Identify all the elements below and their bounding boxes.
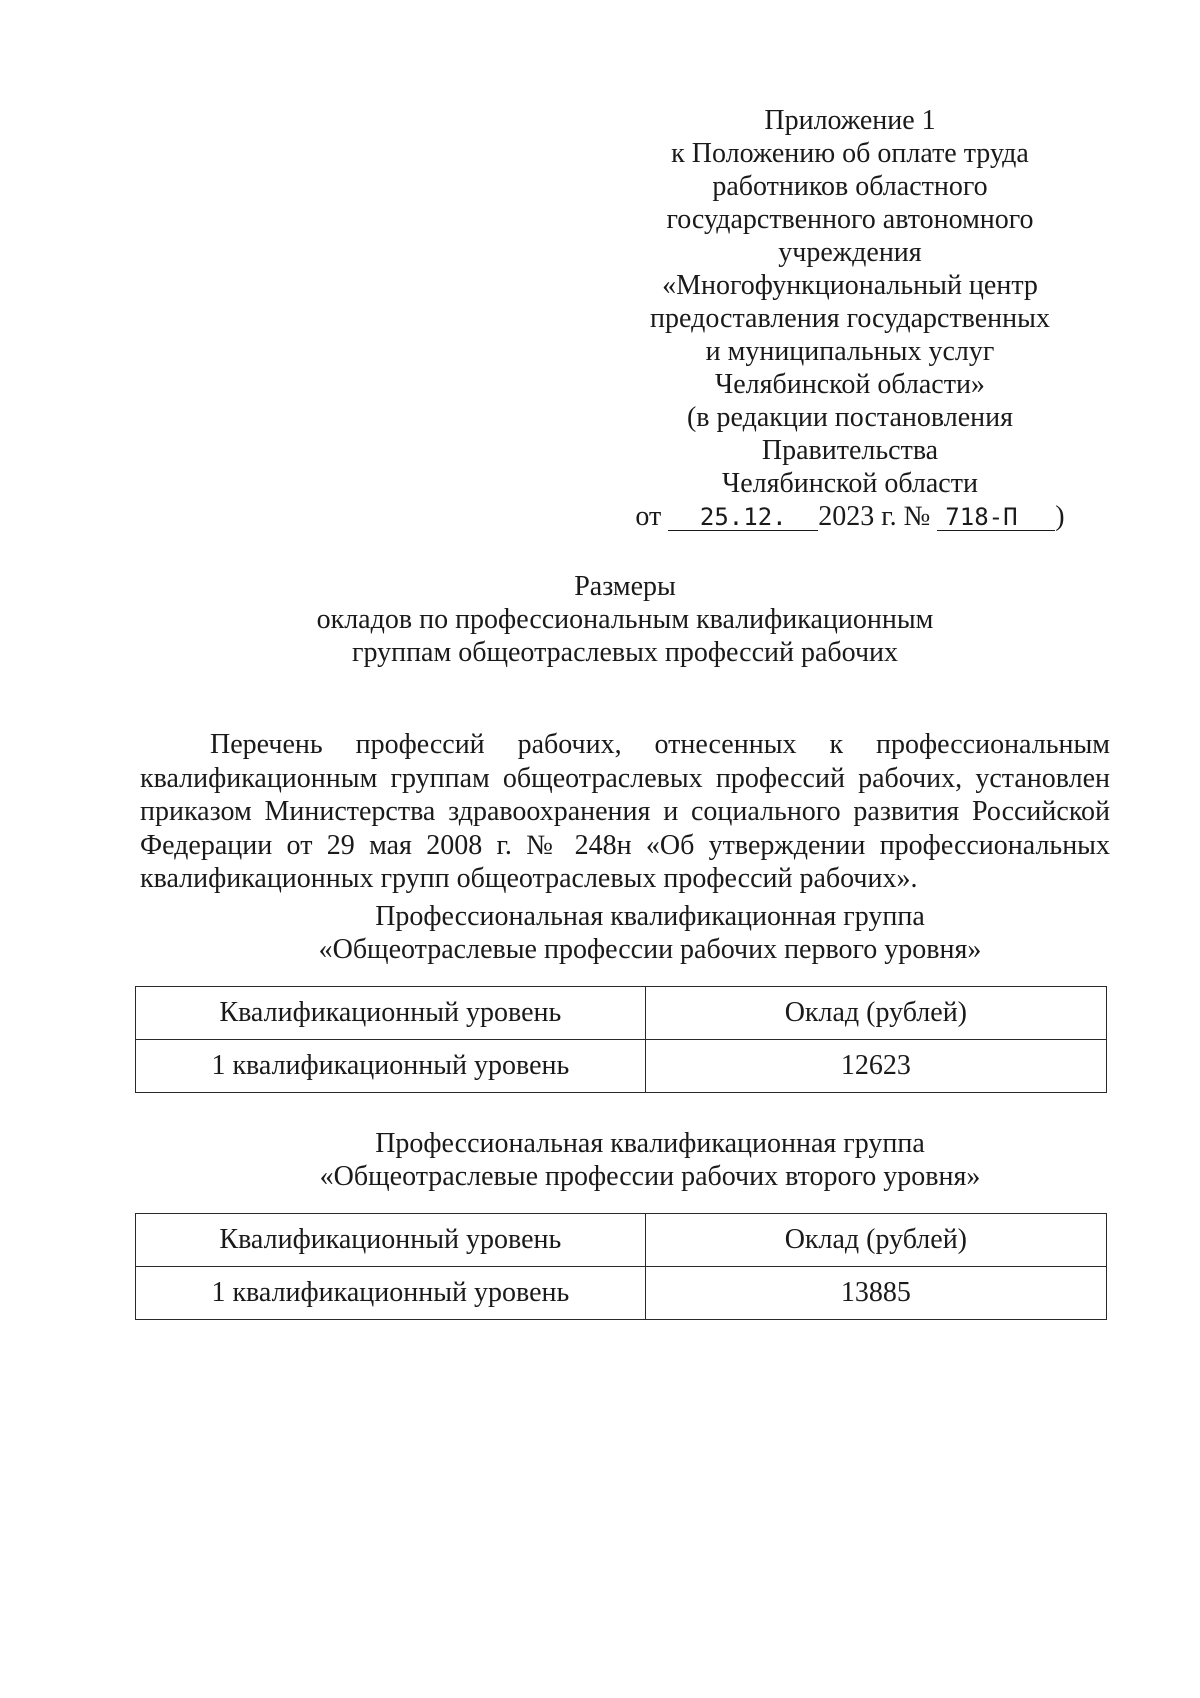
intro-paragraph: Перечень профессий рабочих, отнесенных к профессиональным квалификационным группам общеотраслевых профессий рабочих, установлен приказом Министерства здравоохранения и социального развития Российской Федерации от 29 мая 2008 г. № 248н «Об утверждении профессиональных квалификационных групп общеотраслевых профессий рабочих». [140, 729, 1110, 894]
appendix-line: Приложение 1 [764, 105, 936, 136]
appendix-line: к Положению об оплате труда [671, 138, 1029, 169]
table-cell-level: 1 квалификационный уровень [136, 1040, 646, 1093]
group-heading-first-level [140, 900, 1160, 966]
title-line: Размеры [574, 571, 676, 602]
column-header-salary: Оклад (рублей) [645, 1214, 1106, 1267]
salary-table-second-level [135, 1213, 1107, 1320]
column-header-qualification-level: Квалификационный уровень [136, 1214, 646, 1267]
appendix-line: Челябинской области» [715, 369, 985, 400]
group-heading-line: Профессиональная квалификационная группа [375, 901, 925, 932]
group-heading-line: Профессиональная квалификационная группа [375, 1128, 925, 1159]
appendix-header [610, 104, 1090, 533]
column-header-salary: Оклад (рублей) [645, 987, 1106, 1040]
handwritten-number: 718-П [937, 504, 1055, 531]
group-heading-line: «Общеотраслевые профессии рабочих первого уровня» [318, 934, 982, 965]
appendix-line: Правительства [761, 435, 939, 466]
appendix-line: учреждения [778, 237, 922, 268]
table-cell-salary: 13885 [645, 1267, 1106, 1320]
table-header-row [136, 1214, 1107, 1267]
table-cell-salary: 12623 [645, 1040, 1106, 1093]
year-text: 2023 г. № [818, 501, 931, 532]
appendix-line: работников областного [712, 171, 988, 202]
handwritten-date: 25.12. [668, 504, 818, 531]
table-header-row [136, 987, 1107, 1040]
appendix-line: (в редакции постановления [686, 402, 1014, 433]
resolution-date-line [610, 500, 1090, 533]
date-prefix: от [635, 501, 662, 532]
table-row [136, 1267, 1107, 1320]
appendix-line: «Многофункциональный центр [662, 270, 1038, 301]
appendix-line: государственного автономного [666, 204, 1034, 235]
appendix-line: Челябинской области [722, 468, 978, 499]
title-line: группам общеотраслевых профессий рабочих [351, 637, 899, 668]
table-cell-level: 1 квалификационный уровень [136, 1267, 646, 1320]
group-heading-line: «Общеотраслевые профессии рабочих второго уровня» [319, 1161, 981, 1192]
group-heading-second-level [140, 1127, 1160, 1193]
salary-table-first-level [135, 986, 1107, 1093]
table-row [136, 1040, 1107, 1093]
title-line: окладов по профессиональным квалификационным [316, 604, 934, 635]
document-title [140, 570, 1110, 669]
column-header-qualification-level: Квалификационный уровень [136, 987, 646, 1040]
closing-paren: ) [1055, 501, 1065, 532]
appendix-line: предоставления государственных [650, 303, 1050, 334]
appendix-line: и муниципальных услуг [705, 336, 995, 367]
